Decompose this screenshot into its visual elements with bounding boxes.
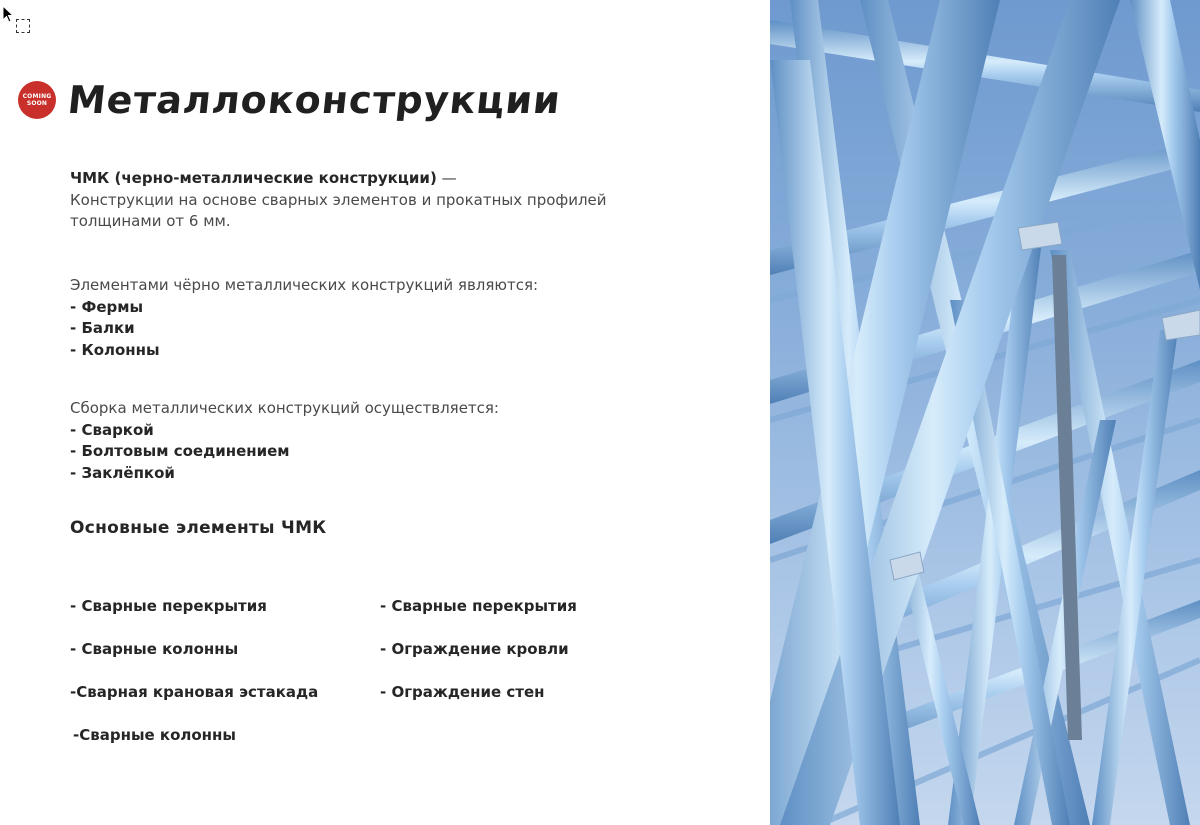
main-element-left: - Сварные колонны (70, 640, 239, 658)
steel-truss-illustration (770, 0, 1200, 825)
assembly-item: - Сваркой (70, 420, 154, 439)
main-element-right: - Сварные перекрытия (380, 597, 577, 615)
assembly-item: - Заклёпкой (70, 463, 175, 482)
intro-line-3: толщинами от 6 мм. (70, 212, 231, 230)
main-element-left: -Сварная крановая эстакада (70, 683, 319, 701)
assembly-heading: Сборка металлических конструкций осуществляется: (70, 399, 499, 417)
main-element-right: - Ограждение кровли (380, 640, 569, 658)
assembly-block (70, 398, 690, 484)
assembly-item: - Болтовым соединением (70, 442, 290, 460)
main-elements-heading: Основные элементы ЧМК (70, 518, 327, 538)
selection-marker-icon (16, 19, 30, 33)
title-row (18, 72, 564, 128)
elements-item: - Балки (70, 319, 135, 337)
elements-heading: Элементами чёрно металлических конструкций являются: (70, 276, 539, 294)
steel-frame-photo (770, 0, 1200, 825)
elements-item: - Колонны (70, 340, 160, 359)
main-element-left: - Сварные перекрытия (70, 597, 267, 615)
main-element-right: - Ограждение стен (380, 683, 545, 701)
arrow-cursor-icon (2, 5, 16, 25)
elements-item: - Фермы (70, 297, 144, 316)
page-title: Металлоконструкции (65, 78, 564, 122)
intro-block (70, 168, 690, 233)
badge-line-2: SOON (26, 100, 48, 107)
elements-block (70, 275, 690, 361)
main-element-left: -Сварные колонны (73, 726, 236, 744)
intro-lead: ЧМК (черно-металлические конструкции) (70, 169, 437, 187)
coming-soon-badge (18, 81, 56, 119)
intro-dash: — (436, 169, 457, 187)
badge-line-1: COMING (22, 93, 52, 100)
intro-line-2: Конструкции на основе сварных элементов и прокатных профилей (70, 190, 607, 209)
